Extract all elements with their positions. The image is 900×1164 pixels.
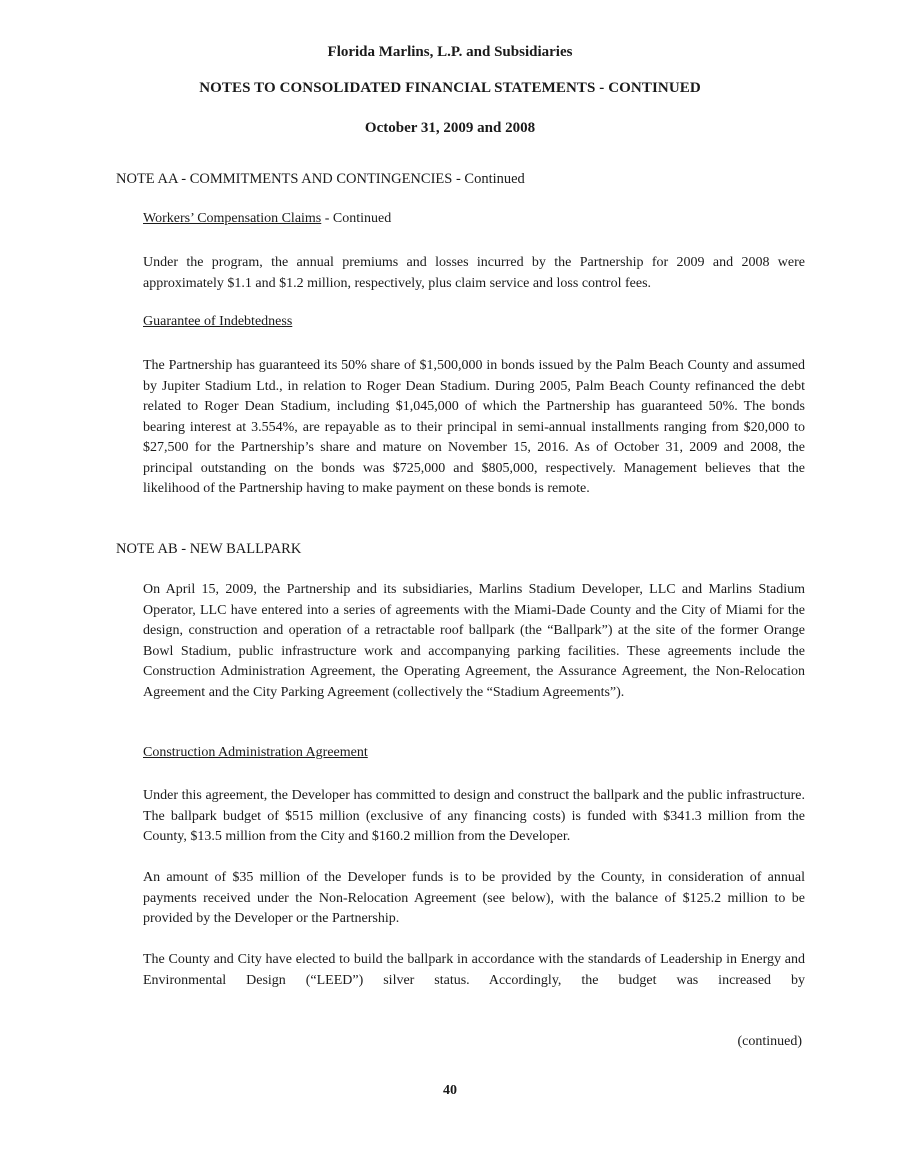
- notes-title: NOTES TO CONSOLIDATED FINANCIAL STATEMENTS - CONTINUED: [199, 80, 701, 96]
- workers-comp-heading-title: Workers’ Compensation Claims: [143, 211, 322, 226]
- construction-paragraph-2: An amount of $35 million of the Developer funds is to be provided by the County, in consideration of annual payments received under the Non-Relocation Agreement (see below), with the balance of $125.2 million to be provided by the Developer or the Partnership.: [143, 870, 805, 926]
- guarantee-paragraph: The Partnership has guaranteed its 50% share of $1,500,000 in bonds issued by the Palm Beach County and assumed by Jupiter Stadium Ltd., in relation to Roger Dean Stadium. During 2005, Palm Beach County refinanced the debt related to Roger Dean Stadium, including $1,045,000 of which the Partnership has guaranteed 50%. The bonds bearing interest at 3.554%, are repayable as to their principal in semi-annual installments ranging from $20,000 to $27,500 for the Partnership’s share and mature on November 15, 2016. As of October 31, 2009 and 2008, the principal outstanding on the bonds was $725,000 and $805,000, respectively. Management believes that the likelihood of the Partnership having to make payment on these bonds is remote.: [143, 358, 805, 496]
- continued-label: (continued): [737, 1034, 802, 1049]
- statement-date: October 31, 2009 and 2008: [364, 120, 536, 136]
- note-aa-heading: NOTE AA - COMMITMENTS AND CONTINGENCIES - Continued: [116, 171, 525, 187]
- construction-paragraph-3: The County and City have elected to build the ballpark in accordance with the standards of Leadership in Energy and Environmental Design (“LEED”) silver status. Accordingly, the budget was increased by: [143, 952, 805, 988]
- ballpark-intro-paragraph: On April 15, 2009, the Partnership and its subsidiaries, Marlins Stadium Developer, LLC and Marlins Stadium Operator, LLC have entered into a series of agreements with the Miami-Dade County and the City of Miami for the design, construction and operation of a retractable roof ballpark (the “Ballpark”) at the site of the former Orange Bowl Stadium, public infrastructure work and accompanying parking facilities. These agreements include the Construction Administration Agreement, the Operating Agreement, the Assurance Agreement, the Non-Relocation Agreement and the City Parking Agreement (collectively the “Stadium Agreements”).: [143, 582, 805, 700]
- construction-agreement-heading: Construction Administration Agreement: [143, 745, 368, 760]
- note-ab-heading: NOTE AB - NEW BALLPARK: [116, 541, 302, 557]
- guarantee-heading: Guarantee of Indebtedness: [143, 314, 293, 329]
- page-number: 40: [443, 1083, 457, 1098]
- workers-comp-heading-suffix: - Continued: [321, 211, 392, 226]
- construction-paragraph-1: Under this agreement, the Developer has committed to design and construct the ballpark and the public infrastructure. The ballpark budget of $515 million (exclusive of any financing costs) is funded with $341.3 million from the County, $13.5 million from the City and $160.2 million from the Developer.: [143, 788, 805, 844]
- workers-comp-heading: [143, 211, 391, 227]
- company-name: Florida Marlins, L.P. and Subsidiaries: [327, 44, 573, 60]
- workers-comp-paragraph: Under the program, the annual premiums and losses incurred by the Partnership for 2009 and 2008 were approximately $1.1 and $1.2 million, respectively, plus claim service and loss control fees.: [143, 255, 805, 291]
